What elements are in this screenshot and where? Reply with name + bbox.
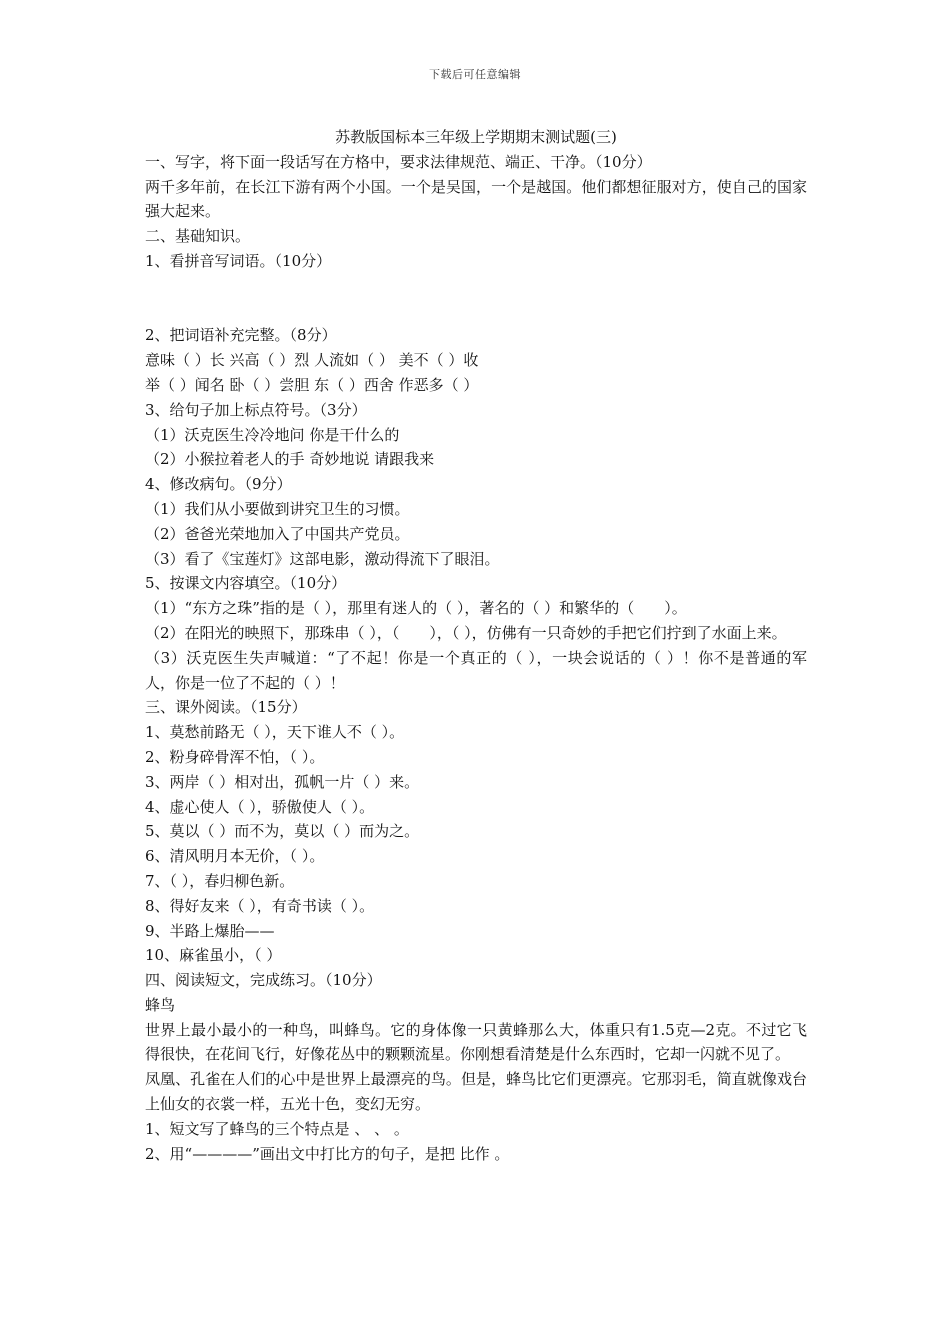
punctuation-item-1: （1）沃克医生冷冷地问 你是干什么的 [145,425,400,444]
idiom-row-2: 举（ ）闻名 卧（ ）尝胆 东（ ）西舍 作恶多（ ） [145,375,479,394]
reading-item-3: 3、两岸（ ）相对出，孤帆一片（ ）来。 [145,772,420,791]
reading-item-8: 8、得好友来（ ），有奇书读（ ）。 [145,896,375,915]
fill-item-2: （2）在阳光的映照下，那珠串（ ），（ ），（ ），仿佛有一只奇妙的手把它们拧到了水面上来。 [145,623,787,642]
reading-item-9: 9、半路上爆胎—— [145,921,275,940]
question-fill-text: 5、按课文内容填空。（10分） [145,574,347,593]
pinyin-blank-space [145,274,807,324]
question-punctuation: 3、给句子加上标点符号。（3分） [145,400,367,419]
reading-item-7: 7、（ ），春归柳色新。 [145,871,295,890]
section-three-heading: 三、课外阅读。（15分） [145,698,307,717]
section-two-heading: 二、基础知识。 [145,227,251,246]
question-fix-sentences: 4、修改病句。（9分） [145,475,292,494]
reading-item-2: 2、粉身碎骨浑不怕，（ ）。 [145,747,325,766]
passage-paragraph-1: 世界上最小最小的一种鸟，叫蜂鸟。它的身体像一只黄蜂那么大，体重只有1.5克—2克。不过它飞得很快，在花间飞行，好像花丛中的颗颗流星。你刚想看清楚是什么东西时，它却一闪就不见了。 [145,1020,807,1064]
section-four-heading: 四、阅读短文，完成练习。（10分） [145,971,382,990]
header-note: 下载后可任意编辑 [429,68,521,81]
passage-question-1: 1、短文写了蜂鸟的三个特点是 、 、 。 [145,1119,409,1138]
question-complete-words: 2、把词语补充完整。（8分） [145,326,337,345]
idiom-row-1: 意味（ ）长 兴高（ ）烈 人流如（ ） 美不（ ）收 [145,351,479,370]
section-one-heading: 一、写字，将下面一段话写在方格中，要求法律规范、端正、干净。（10分） [145,152,652,171]
copy-passage: 两千多年前，在长江下游有两个小国。一个是吴国，一个是越国。他们都想征服对方，使自己的国家强大起来。 [145,177,807,221]
document-body [145,125,807,1166]
punctuation-item-2: （2）小猴拉着老人的手 奇妙地说 请跟我来 [145,450,435,469]
passage-paragraph-2: 凤凰、孔雀在人们的心中是世界上最漂亮的鸟。但是，蜂鸟比它们更漂亮。它那羽毛，简直就像戏台上仙女的衣裳一样，五光十色，变幻无穷。 [145,1070,807,1114]
passage-question-2: 2、用“————”画出文中打比方的句子，是把 比作 。 [145,1144,510,1163]
reading-item-4: 4、虚心使人（ ），骄傲使人（ ）。 [145,797,375,816]
passage-title: 蜂鸟 [145,995,176,1014]
reading-item-10: 10、麻雀虽小，（ ） [145,946,282,965]
document-title: 苏教版国标本三年级上学期期末测试题(三) [335,128,617,146]
fill-item-1: （1）“东方之珠”指的是（ ），那里有迷人的（ ），著名的（ ）和繁华的（ ）。 [145,599,687,618]
reading-item-5: 5、莫以（ ）而不为，莫以（ ）而为之。 [145,822,420,841]
question-pinyin: 1、看拼音写词语。（10分） [145,251,332,270]
fix-item-3: （3）看了《宝莲灯》这部电影，激动得流下了眼泪。 [145,549,500,568]
reading-item-1: 1、莫愁前路无（ ），天下谁人不（ ）。 [145,723,405,742]
fix-item-2: （2）爸爸光荣地加入了中国共产党员。 [145,524,410,543]
fill-item-3: （3）沃克医生失声喊道：“了不起！你是一个真正的（ ），一块会说话的（ ）！你不是普通的军人，你是一位了不起的（ ）！ [145,648,807,692]
reading-item-6: 6、清风明月本无价，（ ）。 [145,847,325,866]
fix-item-1: （1）我们从小要做到讲究卫生的习惯。 [145,499,410,518]
